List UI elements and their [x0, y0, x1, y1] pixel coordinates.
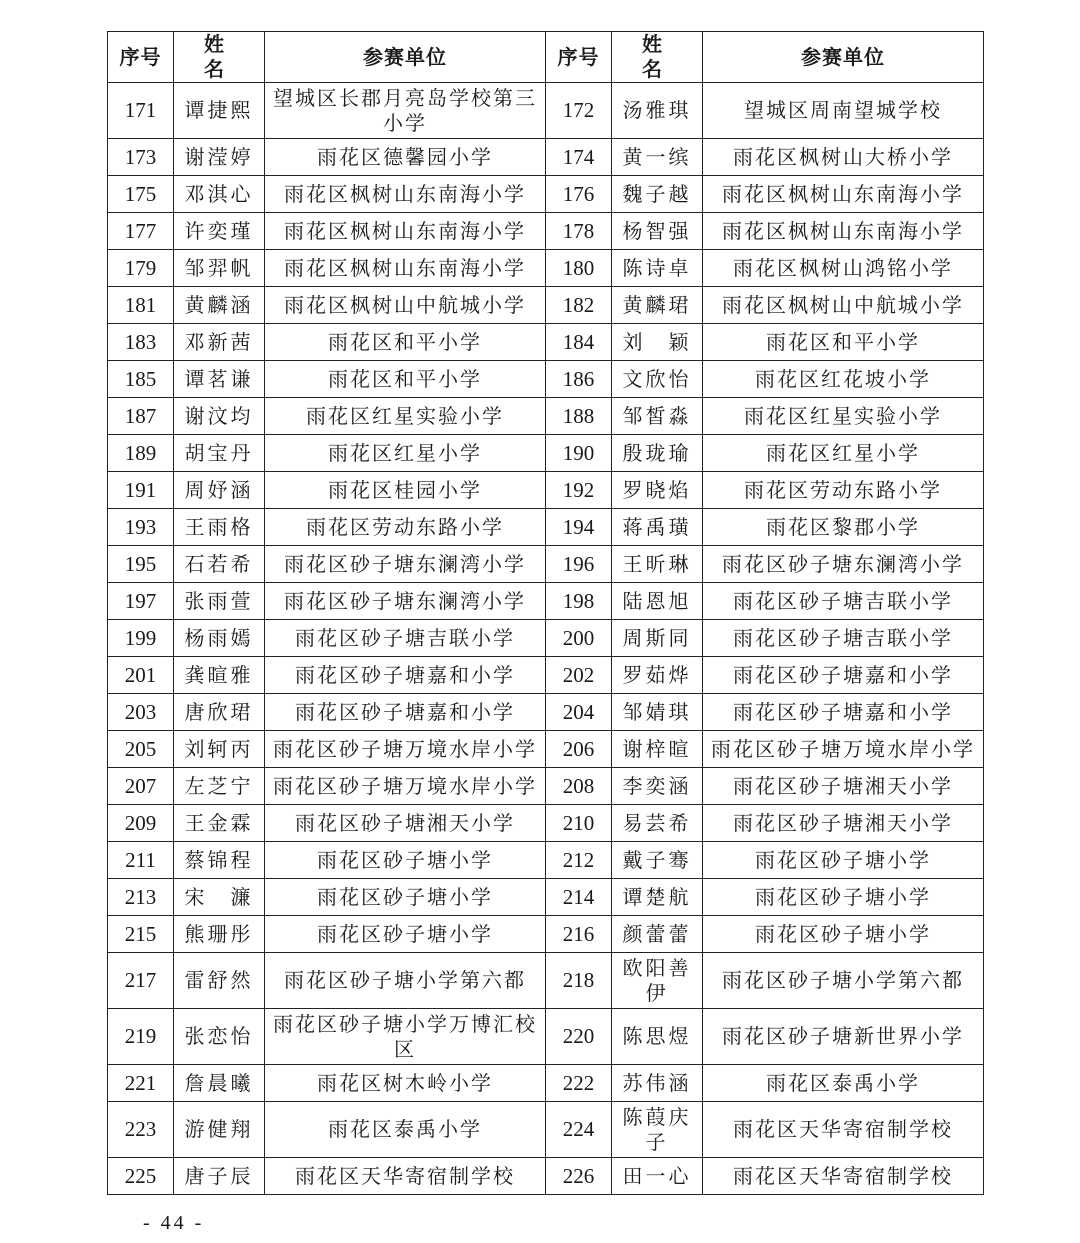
serial-cell-right: 184: [546, 324, 612, 361]
table-row: [108, 324, 984, 361]
participant-table: [107, 31, 984, 1195]
serial-cell-right: 190: [546, 435, 612, 472]
unit-cell-right: 雨花区砂子塘吉联小学: [703, 583, 984, 620]
name-cell-left: 唐欣珺: [174, 694, 265, 731]
name-cell-right: 陈思煜: [612, 1009, 703, 1065]
unit-cell-left: 雨花区泰禹小学: [265, 1102, 546, 1158]
unit-cell-right: 雨花区天华寄宿制学校: [703, 1102, 984, 1158]
name-cell-right: 陈葭庆子: [612, 1102, 703, 1158]
serial-cell-right: 178: [546, 213, 612, 250]
name-cell-right: 杨智强: [612, 213, 703, 250]
serial-cell-right: 214: [546, 879, 612, 916]
unit-cell-right: 雨花区砂子塘湘天小学: [703, 805, 984, 842]
unit-cell-right: 雨花区砂子塘小学: [703, 842, 984, 879]
serial-cell-left: 209: [108, 805, 174, 842]
serial-cell-right: 212: [546, 842, 612, 879]
serial-cell-right: 196: [546, 546, 612, 583]
name-cell-left: 邓淇心: [174, 176, 265, 213]
name-cell-left: 王雨格: [174, 509, 265, 546]
unit-cell-right: 雨花区枫树山东南海小学: [703, 213, 984, 250]
serial-cell-left: 215: [108, 916, 174, 953]
unit-cell-left: 雨花区和平小学: [265, 324, 546, 361]
name-cell-right: 刘 颖: [612, 324, 703, 361]
table-row: [108, 83, 984, 139]
serial-cell-left: 177: [108, 213, 174, 250]
name-cell-left: 熊珊彤: [174, 916, 265, 953]
table-row: [108, 694, 984, 731]
unit-cell-left: 雨花区和平小学: [265, 361, 546, 398]
serial-cell-left: 175: [108, 176, 174, 213]
name-cell-left: 雷舒然: [174, 953, 265, 1009]
serial-cell-left: 225: [108, 1158, 174, 1195]
table-row: [108, 1102, 984, 1158]
unit-cell-right: 雨花区砂子塘小学: [703, 916, 984, 953]
serial-cell-right: 174: [546, 139, 612, 176]
unit-cell-right: 雨花区红星小学: [703, 435, 984, 472]
unit-cell-left: 雨花区砂子塘东澜湾小学: [265, 583, 546, 620]
serial-cell-left: 207: [108, 768, 174, 805]
name-cell-right: 谭楚航: [612, 879, 703, 916]
table-row: [108, 953, 984, 1009]
name-cell-right: 黄一缤: [612, 139, 703, 176]
table-row: [108, 176, 984, 213]
serial-cell-right: 226: [546, 1158, 612, 1195]
name-cell-left: 杨雨嫣: [174, 620, 265, 657]
unit-cell-right: 雨花区红星实验小学: [703, 398, 984, 435]
name-cell-right: 魏子越: [612, 176, 703, 213]
unit-cell-left: 雨花区砂子塘东澜湾小学: [265, 546, 546, 583]
header-unit-left: 参赛单位: [265, 32, 546, 83]
serial-cell-right: 182: [546, 287, 612, 324]
unit-cell-left: 雨花区枫树山东南海小学: [265, 250, 546, 287]
header-serial-left: 序号: [108, 32, 174, 83]
serial-cell-right: 218: [546, 953, 612, 1009]
name-cell-left: 唐子辰: [174, 1158, 265, 1195]
unit-cell-left: 雨花区德馨园小学: [265, 139, 546, 176]
unit-cell-right: 雨花区和平小学: [703, 324, 984, 361]
unit-cell-left: 雨花区枫树山中航城小学: [265, 287, 546, 324]
name-cell-left: 邹羿帆: [174, 250, 265, 287]
serial-cell-left: 171: [108, 83, 174, 139]
unit-cell-left: 雨花区砂子塘吉联小学: [265, 620, 546, 657]
unit-cell-left: 雨花区砂子塘小学第六都: [265, 953, 546, 1009]
unit-cell-right: 雨花区砂子塘东澜湾小学: [703, 546, 984, 583]
name-cell-left: 刘轲丙: [174, 731, 265, 768]
unit-cell-left: 雨花区枫树山东南海小学: [265, 213, 546, 250]
unit-cell-right: 雨花区泰禹小学: [703, 1065, 984, 1102]
unit-cell-right: 雨花区砂子塘湘天小学: [703, 768, 984, 805]
name-cell-right: 汤雅琪: [612, 83, 703, 139]
name-cell-left: 黄麟涵: [174, 287, 265, 324]
serial-cell-left: 183: [108, 324, 174, 361]
name-cell-left: 王金霖: [174, 805, 265, 842]
name-cell-right: 周斯同: [612, 620, 703, 657]
table-row: [108, 1065, 984, 1102]
serial-cell-left: 195: [108, 546, 174, 583]
unit-cell-left: 雨花区桂园小学: [265, 472, 546, 509]
serial-cell-left: 213: [108, 879, 174, 916]
unit-cell-left: 雨花区砂子塘小学: [265, 879, 546, 916]
table-row: [108, 139, 984, 176]
serial-cell-left: 205: [108, 731, 174, 768]
name-cell-right: 邹婧琪: [612, 694, 703, 731]
table-row: [108, 768, 984, 805]
unit-cell-right: 雨花区砂子塘新世界小学: [703, 1009, 984, 1065]
table-row: [108, 879, 984, 916]
name-cell-right: 罗晓焰: [612, 472, 703, 509]
unit-cell-right: 雨花区砂子塘嘉和小学: [703, 694, 984, 731]
unit-cell-left: 雨花区砂子塘万境水岸小学: [265, 731, 546, 768]
unit-cell-right: 雨花区劳动东路小学: [703, 472, 984, 509]
unit-cell-left: 雨花区砂子塘小学万博汇校区: [265, 1009, 546, 1065]
unit-cell-left: 雨花区砂子塘小学: [265, 842, 546, 879]
serial-cell-left: 181: [108, 287, 174, 324]
unit-cell-right: 雨花区红花坡小学: [703, 361, 984, 398]
unit-cell-right: 雨花区枫树山东南海小学: [703, 176, 984, 213]
table-row: [108, 361, 984, 398]
name-cell-left: 张雨萱: [174, 583, 265, 620]
unit-cell-right: 望城区周南望城学校: [703, 83, 984, 139]
serial-cell-left: 199: [108, 620, 174, 657]
table-row: [108, 916, 984, 953]
table-row: [108, 213, 984, 250]
table-row: [108, 472, 984, 509]
serial-cell-right: 186: [546, 361, 612, 398]
unit-cell-right: 雨花区黎郡小学: [703, 509, 984, 546]
serial-cell-right: 202: [546, 657, 612, 694]
unit-cell-left: 望城区长郡月亮岛学校第三小学: [265, 83, 546, 139]
unit-cell-left: 雨花区红星实验小学: [265, 398, 546, 435]
unit-cell-right: 雨花区枫树山大桥小学: [703, 139, 984, 176]
name-cell-right: 欧阳善伊: [612, 953, 703, 1009]
serial-cell-left: 201: [108, 657, 174, 694]
serial-cell-left: 189: [108, 435, 174, 472]
name-cell-right: 蒋禹璜: [612, 509, 703, 546]
unit-cell-left: 雨花区天华寄宿制学校: [265, 1158, 546, 1195]
serial-cell-left: 185: [108, 361, 174, 398]
name-cell-left: 张恋怡: [174, 1009, 265, 1065]
serial-cell-right: 172: [546, 83, 612, 139]
table-row: [108, 435, 984, 472]
unit-cell-right: 雨花区天华寄宿制学校: [703, 1158, 984, 1195]
table-row: [108, 620, 984, 657]
serial-cell-left: 219: [108, 1009, 174, 1065]
table-body: [108, 83, 984, 1195]
serial-cell-right: 216: [546, 916, 612, 953]
unit-cell-right: 雨花区砂子塘小学: [703, 879, 984, 916]
table-row: [108, 805, 984, 842]
serial-cell-left: 179: [108, 250, 174, 287]
serial-cell-right: 200: [546, 620, 612, 657]
serial-cell-left: 187: [108, 398, 174, 435]
serial-cell-right: 224: [546, 1102, 612, 1158]
name-cell-left: 谭捷熙: [174, 83, 265, 139]
serial-cell-right: 176: [546, 176, 612, 213]
table-row: [108, 250, 984, 287]
header-row: [108, 32, 984, 83]
name-cell-right: 殷珑瑜: [612, 435, 703, 472]
name-cell-left: 游健翔: [174, 1102, 265, 1158]
table-row: [108, 657, 984, 694]
name-cell-left: 左芝宁: [174, 768, 265, 805]
header-unit-right: 参赛单位: [703, 32, 984, 83]
serial-cell-right: 222: [546, 1065, 612, 1102]
unit-cell-right: 雨花区砂子塘嘉和小学: [703, 657, 984, 694]
serial-cell-left: 223: [108, 1102, 174, 1158]
table-row: [108, 287, 984, 324]
unit-cell-left: 雨花区红星小学: [265, 435, 546, 472]
unit-cell-left: 雨花区砂子塘湘天小学: [265, 805, 546, 842]
serial-cell-right: 210: [546, 805, 612, 842]
table-row: [108, 583, 984, 620]
unit-cell-right: 雨花区砂子塘小学第六都: [703, 953, 984, 1009]
table-row: [108, 398, 984, 435]
unit-cell-left: 雨花区砂子塘嘉和小学: [265, 657, 546, 694]
unit-cell-left: 雨花区砂子塘嘉和小学: [265, 694, 546, 731]
serial-cell-right: 194: [546, 509, 612, 546]
unit-cell-right: 雨花区砂子塘吉联小学: [703, 620, 984, 657]
name-cell-right: 王昕琳: [612, 546, 703, 583]
name-cell-right: 戴子骞: [612, 842, 703, 879]
unit-cell-right: 雨花区砂子塘万境水岸小学: [703, 731, 984, 768]
name-cell-left: 龚暄雅: [174, 657, 265, 694]
name-cell-right: 谢梓暄: [612, 731, 703, 768]
name-cell-right: 邹皙淼: [612, 398, 703, 435]
name-cell-left: 谢汶均: [174, 398, 265, 435]
table-row: [108, 842, 984, 879]
name-cell-right: 罗茹烨: [612, 657, 703, 694]
unit-cell-right: 雨花区枫树山鸿铭小学: [703, 250, 984, 287]
serial-cell-left: 191: [108, 472, 174, 509]
name-cell-left: 许奕瑾: [174, 213, 265, 250]
serial-cell-left: 203: [108, 694, 174, 731]
name-cell-left: 蔡锦程: [174, 842, 265, 879]
serial-cell-right: 180: [546, 250, 612, 287]
page-number: - 44 -: [143, 1212, 205, 1234]
name-cell-right: 黄麟珺: [612, 287, 703, 324]
unit-cell-left: 雨花区劳动东路小学: [265, 509, 546, 546]
unit-cell-left: 雨花区砂子塘小学: [265, 916, 546, 953]
table-row: [108, 546, 984, 583]
serial-cell-right: 206: [546, 731, 612, 768]
name-cell-left: 宋 濂: [174, 879, 265, 916]
table-row: [108, 731, 984, 768]
unit-cell-right: 雨花区枫树山中航城小学: [703, 287, 984, 324]
serial-cell-left: 217: [108, 953, 174, 1009]
header-name-left: 姓 名: [174, 32, 265, 83]
name-cell-left: 谢滢婷: [174, 139, 265, 176]
serial-cell-right: 188: [546, 398, 612, 435]
serial-cell-right: 198: [546, 583, 612, 620]
unit-cell-left: 雨花区砂子塘万境水岸小学: [265, 768, 546, 805]
header-serial-right: 序号: [546, 32, 612, 83]
name-cell-left: 谭茗谦: [174, 361, 265, 398]
name-cell-left: 石若希: [174, 546, 265, 583]
name-cell-right: 陈诗卓: [612, 250, 703, 287]
name-cell-left: 胡宝丹: [174, 435, 265, 472]
serial-cell-left: 193: [108, 509, 174, 546]
serial-cell-left: 197: [108, 583, 174, 620]
serial-cell-right: 192: [546, 472, 612, 509]
name-cell-left: 邓新茜: [174, 324, 265, 361]
table-header: [108, 32, 984, 83]
serial-cell-right: 204: [546, 694, 612, 731]
name-cell-right: 田一心: [612, 1158, 703, 1195]
unit-cell-left: 雨花区树木岭小学: [265, 1065, 546, 1102]
name-cell-right: 陆恩旭: [612, 583, 703, 620]
table-row: [108, 509, 984, 546]
header-name-right: 姓 名: [612, 32, 703, 83]
serial-cell-left: 221: [108, 1065, 174, 1102]
name-cell-left: 詹晨曦: [174, 1065, 265, 1102]
table-row: [108, 1009, 984, 1065]
serial-cell-left: 211: [108, 842, 174, 879]
name-cell-right: 颜蕾蕾: [612, 916, 703, 953]
name-cell-right: 苏伟涵: [612, 1065, 703, 1102]
serial-cell-left: 173: [108, 139, 174, 176]
serial-cell-right: 220: [546, 1009, 612, 1065]
serial-cell-right: 208: [546, 768, 612, 805]
name-cell-right: 文欣怡: [612, 361, 703, 398]
name-cell-right: 李奕涵: [612, 768, 703, 805]
name-cell-right: 易芸希: [612, 805, 703, 842]
table-row: [108, 1158, 984, 1195]
unit-cell-left: 雨花区枫树山东南海小学: [265, 176, 546, 213]
name-cell-left: 周妤涵: [174, 472, 265, 509]
